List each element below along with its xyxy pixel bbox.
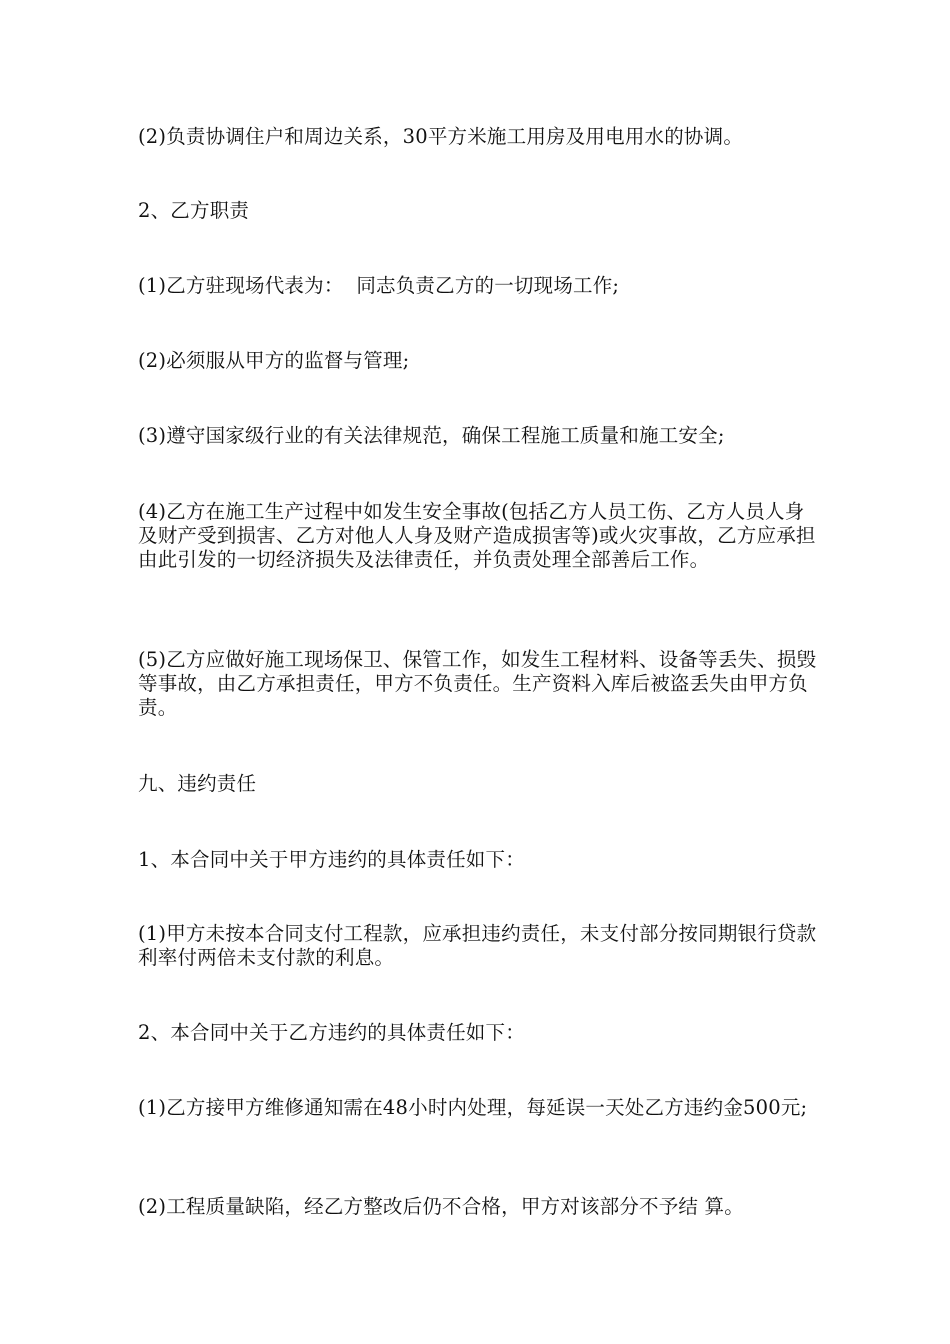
paragraph-party-b-breach-2: (2)工程质量缺陷，经乙方整改后仍不合格，甲方对该部分不予结 算。 xyxy=(138,1195,744,1218)
paragraph-party-b-duty-2: (2)必须服从甲方的监督与管理; xyxy=(138,349,410,372)
paragraph-party-b-duty-5: (5)乙方应做好施工现场保卫、保管工作，如发生工程材料、设备等丢失、损毁等事故，由乙方承担责任，甲方不负责任。生产资料入库后被盗丢失由甲方负责。 xyxy=(138,648,817,719)
paragraph-party-b-duty-4: (4)乙方在施工生产过程中如发生安全事故(包括乙方人员工伤、乙方人员人身及财产受到损害、乙方对他人人身及财产造成损害等)或火灾事故，乙方应承担由此引发的一切经济损失及法律责任，并负责处理全部善后工作。 xyxy=(138,500,816,571)
heading-breach-liability: 九、违约责任 xyxy=(138,772,257,795)
heading-party-a-breach: 1、本合同中关于甲方违约的具体责任如下： xyxy=(138,848,525,871)
paragraph-party-a-duty-2: (2)负责协调住户和周边关系，30平方米施工用房及用电用水的协调。 xyxy=(138,125,744,148)
heading-party-b-breach: 2、本合同中关于乙方违约的具体责任如下： xyxy=(138,1021,525,1044)
paragraph-party-b-breach-1: (1)乙方接甲方维修通知需在48小时内处理，每延误一天处乙方违约金500元; xyxy=(138,1096,808,1119)
heading-party-b-duties: 2、乙方职责 xyxy=(138,199,250,222)
paragraph-party-b-duty-3: (3)遵守国家级行业的有关法律规范，确保工程施工质量和施工安全; xyxy=(138,424,725,447)
paragraph-party-b-duty-1: (1)乙方驻现场代表为： 同志负责乙方的一切现场工作; xyxy=(138,274,620,297)
paragraph-party-a-breach-1: (1)甲方未按本合同支付工程款，应承担违约责任，未支付部分按同期银行贷款利率付两倍未支付款的利息。 xyxy=(138,922,817,969)
